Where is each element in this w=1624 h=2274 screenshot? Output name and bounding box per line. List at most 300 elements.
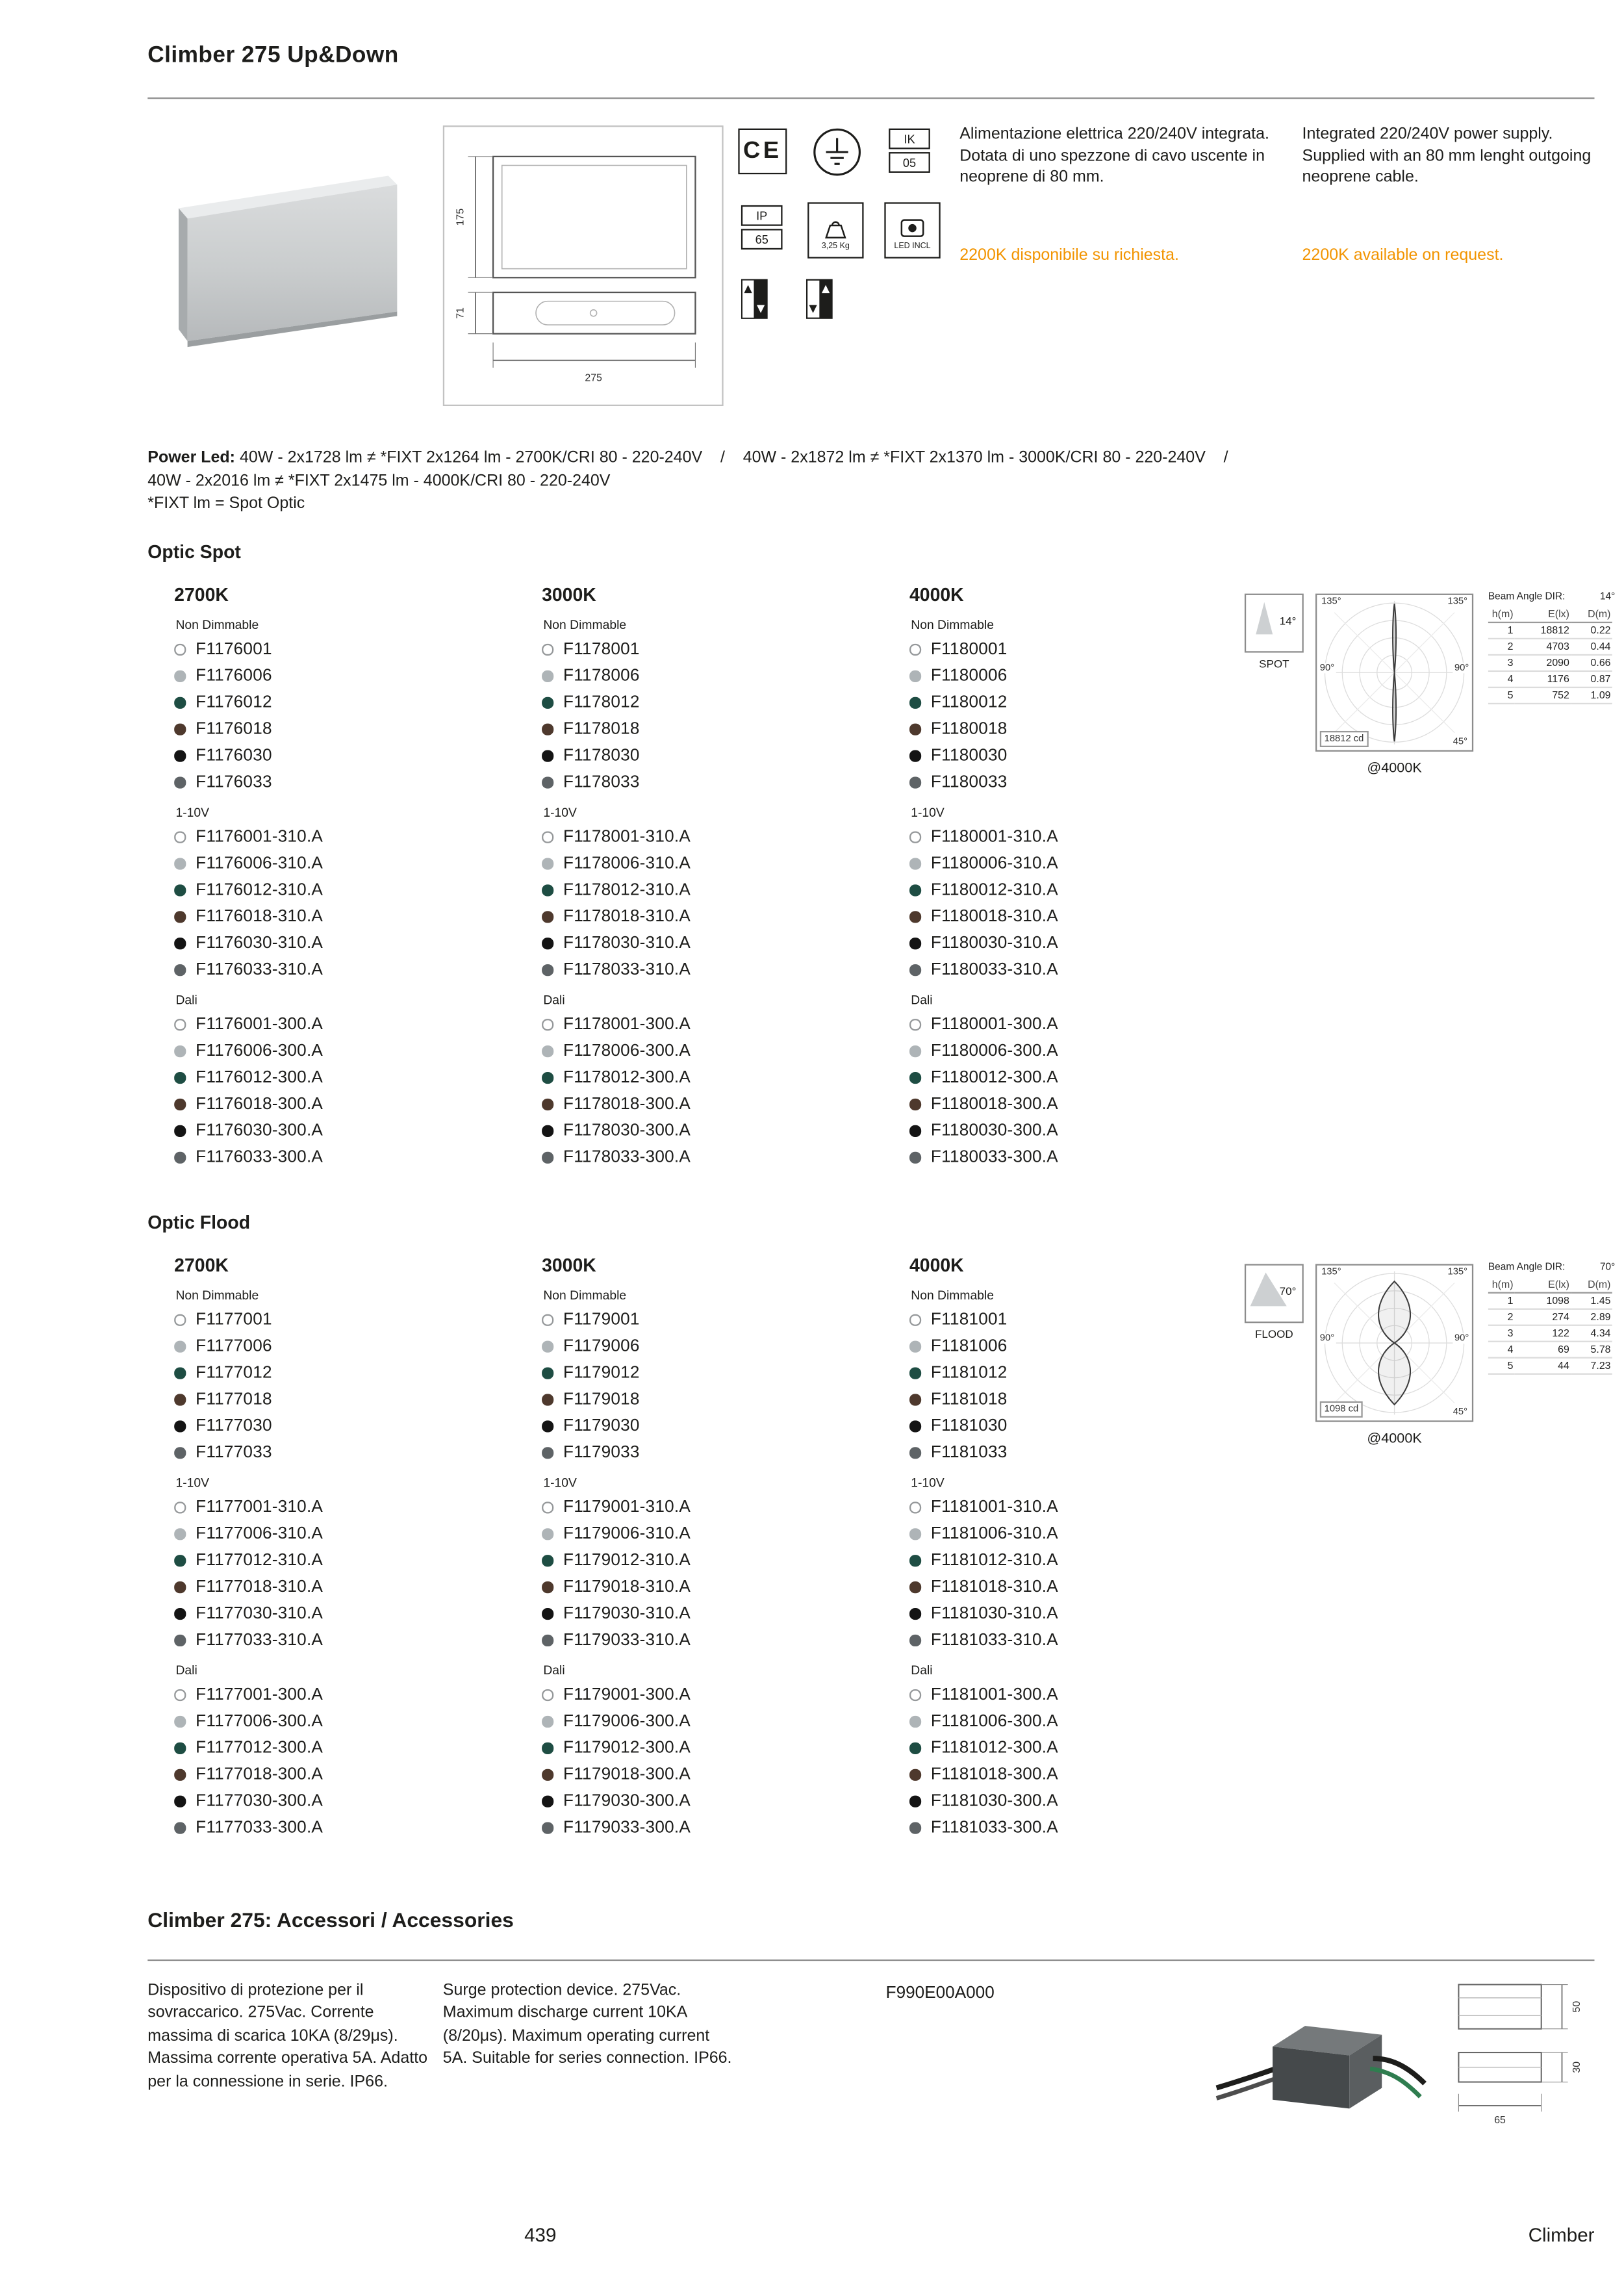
- product-code: F1177006: [196, 1338, 272, 1356]
- ip-value: 65: [741, 229, 783, 249]
- led-included-icon: [884, 202, 940, 258]
- product-row: [909, 1386, 1277, 1413]
- product-code: F1176001: [196, 641, 272, 659]
- led-included-label: LED INCL: [894, 241, 931, 251]
- product-row: [909, 663, 1277, 689]
- product-code: F1178001-300.A: [563, 1016, 691, 1034]
- product-row: [909, 1092, 1277, 1118]
- finish-color-dot: [909, 1368, 920, 1379]
- angle-label-90-left: 90°: [1319, 1333, 1336, 1344]
- surge-protector-photo: [1208, 1993, 1429, 2149]
- table-cell: 5: [1488, 688, 1515, 704]
- table-cell: 2: [1488, 1310, 1515, 1326]
- finish-color-dot: [909, 1125, 920, 1136]
- finish-color-dot: [909, 1099, 920, 1110]
- product-row: [909, 1709, 1277, 1735]
- product-code: F1177001-310.A: [196, 1498, 324, 1517]
- product-row: [542, 1709, 909, 1735]
- product-row: [174, 1065, 542, 1092]
- driver-group-label: Dali: [911, 1663, 933, 1678]
- product-code: F1176030: [196, 747, 272, 765]
- product-code: F1179018: [563, 1390, 640, 1409]
- product-code: F1181006: [930, 1338, 1008, 1356]
- finish-color-dot: [542, 1690, 553, 1701]
- table-cell: 1.09: [1571, 688, 1612, 704]
- page-number: 439: [524, 2223, 557, 2246]
- flood-at-temp-label: @4000K: [1367, 1431, 1422, 1448]
- product-row: [542, 716, 909, 743]
- finish-color-dot: [909, 644, 920, 655]
- finish-color-dot: [909, 1796, 920, 1807]
- driver-group-label: Non Dimmable: [175, 617, 259, 632]
- product-code: F1181018-300.A: [930, 1766, 1058, 1784]
- product-row: [909, 904, 1277, 930]
- optic-spot-heading: Optic Spot: [147, 542, 241, 563]
- finish-color-dot: [909, 671, 920, 682]
- driver-group-label: Non Dimmable: [543, 617, 627, 632]
- table-col-header: D(m): [1571, 607, 1612, 623]
- product-code: F1181012: [930, 1364, 1008, 1383]
- product-row: [174, 1735, 542, 1761]
- product-row: [909, 1333, 1277, 1360]
- finish-color-dot: [174, 1046, 185, 1057]
- product-code: F1180018: [930, 721, 1008, 739]
- product-code: F1179001: [563, 1311, 640, 1329]
- product-code: F1180030-300.A: [930, 1122, 1058, 1140]
- finish-color-dot: [909, 1690, 920, 1701]
- finish-color-dot: [174, 1555, 185, 1566]
- product-row: [542, 1628, 909, 1654]
- finish-color-dot: [174, 697, 185, 708]
- product-row: [174, 1601, 542, 1628]
- product-row: [909, 1494, 1277, 1521]
- product-code: F1177018-300.A: [196, 1766, 324, 1784]
- product-row: [542, 663, 909, 689]
- table-cell: 2: [1488, 639, 1515, 656]
- product-row: [542, 957, 909, 984]
- up-light-distribution-icon: [741, 279, 768, 319]
- finish-color-dot: [909, 965, 920, 976]
- finish-color-dot: [174, 1314, 185, 1325]
- finish-color-dot: [542, 938, 553, 949]
- table-title-text: Beam Angle DIR:: [1488, 1262, 1566, 1273]
- finish-color-dot: [174, 1099, 185, 1110]
- finish-color-dot: [542, 832, 553, 843]
- page-title: Climber 275 Up&Down: [147, 42, 399, 68]
- accessories-heading: Climber 275: Accessori / Accessories: [147, 1908, 514, 1932]
- table-cell: 3: [1488, 656, 1515, 672]
- product-code: F1178006: [563, 667, 640, 685]
- finish-color-dot: [174, 750, 185, 761]
- product-row: [174, 1521, 542, 1548]
- finish-color-dot: [542, 1368, 553, 1379]
- product-row: [542, 1521, 909, 1548]
- product-code: F1176012: [196, 694, 272, 712]
- product-row: [174, 743, 542, 769]
- surge-protector-dimensions: [1447, 1976, 1609, 2150]
- spot-beam-angle: 14°: [1279, 614, 1297, 628]
- product-code: F1180018-310.A: [930, 908, 1058, 926]
- product-row: [174, 1440, 542, 1466]
- product-row: [909, 1682, 1277, 1709]
- product-code: F1177012: [196, 1364, 272, 1383]
- product-row: [542, 1307, 909, 1333]
- color-temp-heading: 2700K: [174, 1255, 229, 1276]
- product-code: F1176001-300.A: [196, 1016, 324, 1034]
- driver-group-label: Dali: [175, 1663, 197, 1678]
- product-row: [542, 1440, 909, 1466]
- table-title-angle: 14°: [1599, 592, 1616, 603]
- product-code: F1180033-310.A: [930, 961, 1058, 979]
- product-code: F1177030-300.A: [196, 1793, 324, 1811]
- finish-color-dot: [542, 1769, 553, 1780]
- product-code: F1181033-300.A: [930, 1819, 1058, 1837]
- technical-drawing: [443, 125, 724, 406]
- product-column: [909, 1255, 1277, 1841]
- note-english: 2200K available on request.: [1302, 246, 1504, 264]
- finish-color-dot: [909, 724, 920, 735]
- angle-label-90-right: 90°: [1453, 663, 1471, 673]
- finish-color-dot: [174, 938, 185, 949]
- product-code: F1176030-300.A: [196, 1122, 324, 1140]
- product-row: [174, 1360, 542, 1386]
- finish-color-dot: [174, 1769, 185, 1780]
- product-row: [909, 769, 1277, 796]
- finish-color-dot: [174, 777, 185, 788]
- finish-color-dot: [174, 885, 185, 896]
- product-code: F1181030: [930, 1417, 1008, 1436]
- product-row: [174, 1038, 542, 1065]
- product-code: F1179012-310.A: [563, 1552, 691, 1570]
- product-row: [909, 1360, 1277, 1386]
- ik-label: IK: [889, 129, 930, 149]
- ik-rating-icon: [889, 129, 930, 173]
- dimension-drawing: [444, 127, 722, 404]
- product-row: [174, 716, 542, 743]
- product-code: F1176006-310.A: [196, 854, 324, 873]
- power-led-label: Power Led:: [147, 448, 236, 467]
- product-row: [909, 1413, 1277, 1440]
- finish-color-dot: [174, 1125, 185, 1136]
- product-row: [174, 1144, 542, 1171]
- product-row: [174, 1628, 542, 1654]
- product-code: F1176018-310.A: [196, 908, 324, 926]
- note-italian: 2200K disponibile su richiesta.: [959, 246, 1179, 264]
- product-row: [909, 930, 1277, 957]
- product-row: [909, 957, 1277, 984]
- finish-color-dot: [174, 1073, 185, 1084]
- table-cell: 18812: [1515, 623, 1571, 639]
- product-row: [909, 1118, 1277, 1144]
- product-row: [174, 1815, 542, 1841]
- angle-label-135-left: 135°: [1320, 596, 1343, 607]
- product-column: [542, 585, 909, 1171]
- finish-color-dot: [909, 1502, 920, 1513]
- finish-color-dot: [174, 1529, 185, 1540]
- product-row: [909, 1548, 1277, 1574]
- product-row: [909, 1012, 1277, 1038]
- angle-label-45: 45°: [1451, 1407, 1469, 1418]
- finish-color-dot: [542, 750, 553, 761]
- driver-group-label: 1-10V: [175, 1475, 210, 1490]
- product-row: [174, 769, 542, 796]
- product-row: [909, 1788, 1277, 1815]
- angle-label-90-left: 90°: [1319, 663, 1336, 673]
- finish-color-dot: [174, 1502, 185, 1513]
- product-code: F1181030-300.A: [930, 1793, 1058, 1811]
- product-row: [909, 689, 1277, 716]
- table-cell: 7.23: [1571, 1359, 1612, 1375]
- finish-color-dot: [909, 1716, 920, 1727]
- product-row: [909, 1440, 1277, 1466]
- finish-color-dot: [909, 858, 920, 869]
- product-code: F1181033: [930, 1444, 1008, 1462]
- wall-lamp-image: [152, 152, 418, 396]
- dim-side-label: 71: [455, 307, 466, 319]
- angle-label-135-left: 135°: [1320, 1267, 1343, 1277]
- acc-dim-50: 50: [1571, 2000, 1582, 2013]
- product-code: F1178012: [563, 694, 640, 712]
- product-row: [542, 904, 909, 930]
- product-column: [909, 585, 1277, 1171]
- driver-group-label: Dali: [175, 992, 197, 1007]
- table-cell: 4703: [1515, 639, 1571, 656]
- color-temp-heading: 4000K: [909, 584, 964, 606]
- product-row: [174, 1761, 542, 1788]
- finish-color-dot: [174, 1368, 185, 1379]
- product-row: [542, 1761, 909, 1788]
- product-row: [909, 1628, 1277, 1654]
- finish-color-dot: [174, 1609, 185, 1620]
- product-code: F1181018-310.A: [930, 1578, 1058, 1596]
- finish-color-dot: [909, 1582, 920, 1593]
- finish-color-dot: [542, 1555, 553, 1566]
- flood-product-columns: [174, 1255, 1277, 1841]
- product-code: F1177033-300.A: [196, 1819, 324, 1837]
- product-column: [542, 1255, 909, 1841]
- product-code: F1177018: [196, 1390, 272, 1409]
- finish-color-dot: [542, 1046, 553, 1057]
- table-cell: 4: [1488, 672, 1515, 688]
- flood-beam-angle: 70°: [1279, 1284, 1297, 1298]
- product-row: [174, 850, 542, 877]
- finish-color-dot: [542, 1609, 553, 1620]
- table-cell: 1.45: [1571, 1294, 1612, 1310]
- product-code: F1176030-310.A: [196, 934, 324, 952]
- product-row: [909, 1761, 1277, 1788]
- power-footnote: *FIXT lm = Spot Optic: [147, 494, 305, 513]
- ip-label: IP: [741, 205, 783, 226]
- finish-color-dot: [909, 777, 920, 788]
- finish-color-dot: [542, 912, 553, 923]
- spot-beam-type: SPOT: [1259, 657, 1289, 671]
- product-code: F1177030-310.A: [196, 1605, 324, 1623]
- product-row: [909, 824, 1277, 850]
- product-row: [174, 689, 542, 716]
- header-divider: [147, 97, 1594, 99]
- finish-color-dot: [174, 1635, 185, 1646]
- finish-color-dot: [542, 1502, 553, 1513]
- product-row: [542, 1360, 909, 1386]
- product-code: F1179006: [563, 1338, 640, 1356]
- product-row: [909, 1601, 1277, 1628]
- product-code: F1180033-300.A: [930, 1149, 1058, 1167]
- finish-color-dot: [542, 1743, 553, 1754]
- product-row: [174, 1788, 542, 1815]
- finish-color-dot: [909, 750, 920, 761]
- product-code: F1180006-310.A: [930, 854, 1058, 873]
- spot-product-columns: [174, 585, 1277, 1171]
- finish-color-dot: [542, 644, 553, 655]
- finish-color-dot: [909, 912, 920, 923]
- accessory-code: F990E00A000: [885, 1984, 995, 2002]
- product-code: F1178001-310.A: [563, 828, 691, 847]
- table-col-header: h(m): [1488, 607, 1515, 623]
- product-code: F1179033-310.A: [563, 1631, 691, 1650]
- product-code: F1180018-300.A: [930, 1095, 1058, 1114]
- product-row: [542, 877, 909, 904]
- product-row: [542, 1548, 909, 1574]
- finish-color-dot: [909, 1769, 920, 1780]
- product-row: [909, 1144, 1277, 1171]
- product-row: [542, 689, 909, 716]
- product-row: [542, 1815, 909, 1841]
- product-code: F1181006-310.A: [930, 1525, 1058, 1543]
- finish-color-dot: [542, 1582, 553, 1593]
- product-code: F1179033-300.A: [563, 1819, 691, 1837]
- product-row: [174, 663, 542, 689]
- finish-color-dot: [542, 1448, 553, 1459]
- finish-color-dot: [174, 965, 185, 976]
- table-cell: 1: [1488, 1294, 1515, 1310]
- product-code: F1176001-310.A: [196, 828, 324, 847]
- product-row: [542, 1118, 909, 1144]
- finish-color-dot: [542, 697, 553, 708]
- table-cell: 69: [1515, 1342, 1571, 1359]
- product-row: [174, 1548, 542, 1574]
- finish-color-dot: [909, 1341, 920, 1352]
- product-code: F1179018-310.A: [563, 1578, 691, 1596]
- finish-color-dot: [174, 1394, 185, 1405]
- product-row: [174, 1012, 542, 1038]
- product-row: [542, 1413, 909, 1440]
- product-row: [909, 1307, 1277, 1333]
- product-code: F1181001-300.A: [930, 1686, 1058, 1704]
- finish-color-dot: [542, 777, 553, 788]
- product-row: [542, 1386, 909, 1413]
- finish-color-dot: [542, 1099, 553, 1110]
- table-col-header: h(m): [1488, 1277, 1515, 1294]
- product-row: [909, 1574, 1277, 1601]
- product-row: [909, 1521, 1277, 1548]
- product-code: F1179030-310.A: [563, 1605, 691, 1623]
- driver-group-label: Dali: [911, 992, 933, 1007]
- product-code: F1178030-300.A: [563, 1122, 691, 1140]
- angle-label-135-right: 135°: [1446, 1267, 1469, 1277]
- product-code: F1181001: [930, 1311, 1008, 1329]
- finish-color-dot: [174, 912, 185, 923]
- driver-group-label: 1-10V: [543, 1475, 577, 1490]
- product-code: F1176033: [196, 773, 272, 792]
- product-row: [909, 716, 1277, 743]
- product-row: [174, 1574, 542, 1601]
- product-row: [542, 769, 909, 796]
- product-code: F1178033: [563, 773, 640, 792]
- product-code: F1180001-310.A: [930, 828, 1058, 847]
- product-code: F1178030: [563, 747, 640, 765]
- product-code: F1176012-300.A: [196, 1069, 324, 1087]
- product-row: [909, 1065, 1277, 1092]
- finish-color-dot: [909, 1073, 920, 1084]
- finish-color-dot: [174, 671, 185, 682]
- product-code: F1179012: [563, 1364, 640, 1383]
- driver-group-label: 1-10V: [911, 804, 945, 820]
- product-code: F1181012-310.A: [930, 1552, 1058, 1570]
- spot-beam-icon: [1245, 594, 1304, 653]
- product-row: [174, 1413, 542, 1440]
- product-code: F1179030-300.A: [563, 1793, 691, 1811]
- product-code: F1178033-310.A: [563, 961, 691, 979]
- table-title-text: Beam Angle DIR:: [1488, 592, 1566, 603]
- product-code: F1180012-310.A: [930, 881, 1058, 900]
- finish-color-dot: [542, 1529, 553, 1540]
- product-code: F1181001-310.A: [930, 1498, 1058, 1517]
- product-code: F1180030: [930, 747, 1008, 765]
- product-code: F1180030-310.A: [930, 934, 1058, 952]
- table-col-header: E(lx): [1515, 1277, 1571, 1294]
- product-row: [174, 1386, 542, 1413]
- product-code: F1181012-300.A: [930, 1739, 1058, 1757]
- product-code: F1177012-310.A: [196, 1552, 324, 1570]
- product-row: [174, 1118, 542, 1144]
- flood-table-grid: [1488, 1277, 1615, 1375]
- finish-color-dot: [542, 1635, 553, 1646]
- product-code: F1178033-300.A: [563, 1149, 691, 1167]
- angle-label-90-right: 90°: [1453, 1333, 1471, 1344]
- product-code: F1178030-310.A: [563, 934, 691, 952]
- color-temp-heading: 3000K: [542, 1255, 596, 1276]
- product-code: F1176006: [196, 667, 272, 685]
- product-column: [174, 585, 542, 1171]
- product-row: [174, 1709, 542, 1735]
- description-english: Integrated 220/240V power supply. Supplied with an 80 mm lenght outgoing neoprene cable.: [1302, 125, 1592, 186]
- product-code: F1178006-300.A: [563, 1042, 691, 1060]
- table-cell: 0.44: [1571, 639, 1612, 656]
- finish-color-dot: [909, 1421, 920, 1432]
- finish-color-dot: [542, 858, 553, 869]
- finish-color-dot: [909, 938, 920, 949]
- table-cell: 2090: [1515, 656, 1571, 672]
- product-code: F1180033: [930, 773, 1008, 792]
- finish-color-dot: [174, 1421, 185, 1432]
- finish-color-dot: [909, 1448, 920, 1459]
- product-row: [542, 1038, 909, 1065]
- product-row: [909, 637, 1277, 663]
- product-row: [174, 637, 542, 663]
- product-code: F1178012-300.A: [563, 1069, 691, 1087]
- driver-group-label: Non Dimmable: [911, 617, 995, 632]
- finish-color-dot: [542, 1394, 553, 1405]
- finish-color-dot: [909, 832, 920, 843]
- product-code: F1177006-310.A: [196, 1525, 324, 1543]
- spot-at-temp-label: @4000K: [1367, 760, 1422, 777]
- product-row: [542, 824, 909, 850]
- product-code: F1177033: [196, 1444, 272, 1462]
- product-code: F1179001-310.A: [563, 1498, 691, 1517]
- finish-color-dot: [542, 1125, 553, 1136]
- finish-color-dot: [909, 885, 920, 896]
- product-code: F1181033-310.A: [930, 1631, 1058, 1650]
